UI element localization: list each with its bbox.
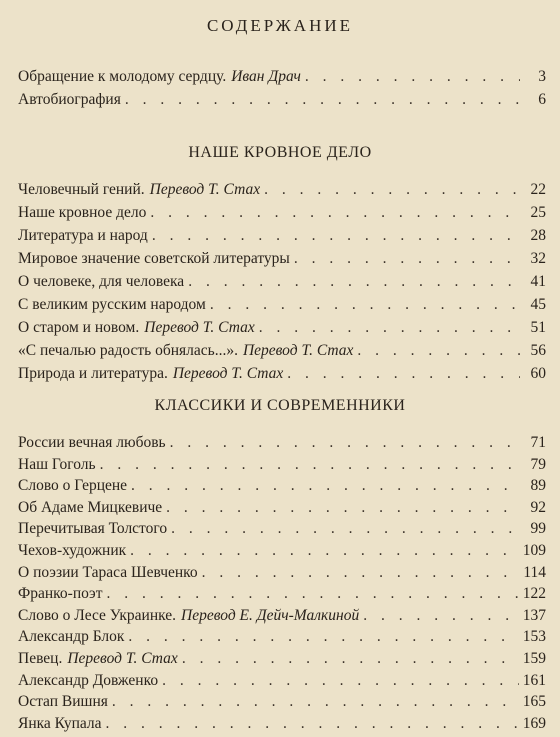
leader-dots <box>162 672 519 690</box>
entry-page-number: 41 <box>530 273 546 290</box>
leader-dots <box>182 650 519 668</box>
toc-entry <box>18 273 546 295</box>
entry-title: Александр Блок <box>18 628 125 646</box>
leader-dots <box>188 273 520 291</box>
toc-entry <box>18 650 546 672</box>
leader-dots <box>130 542 519 560</box>
toc-entry <box>18 181 546 203</box>
toc-entry <box>18 520 546 542</box>
leader-dots <box>152 227 520 245</box>
entry-title: Янка Купала <box>18 714 102 732</box>
entry-title: С великим русским народом <box>18 296 206 313</box>
leader-dots <box>259 319 520 337</box>
entry-title: «С печалью радость обнялась...». <box>18 342 238 359</box>
entry-title: Остап Вишня <box>18 693 108 711</box>
entry-page-number: 22 <box>530 181 546 198</box>
entry-page-number: 79 <box>530 455 546 473</box>
entry-title: России вечная любовь <box>18 434 166 451</box>
entry-translator: Перевод Е. Дейч-Малкиной <box>181 606 360 624</box>
entry-translator: Перевод Т. Стах <box>242 342 354 359</box>
leader-dots <box>125 91 520 109</box>
entry-page-number: 99 <box>530 520 546 538</box>
leader-dots <box>170 434 520 452</box>
entry-title: Александр Довженко <box>18 671 159 689</box>
entry-title: Природа и литература. <box>18 365 168 382</box>
entry-title: Слово о Лесе Украинке. <box>18 606 177 624</box>
toc-entry <box>18 319 546 341</box>
entry-title: Литература и народ <box>18 227 148 244</box>
entry-page-number: 153 <box>522 628 546 646</box>
toc-entry <box>18 91 546 113</box>
toc-entry <box>18 628 546 650</box>
toc-entry <box>18 250 546 272</box>
leader-dots <box>171 520 520 538</box>
toc-entry <box>18 342 546 364</box>
leader-dots <box>106 715 519 733</box>
entry-title: Мировое значение советской литературы <box>18 250 290 267</box>
entry-title: Перечитывая Толстого <box>18 520 168 538</box>
toc-entry <box>18 542 546 564</box>
toc-entry <box>18 672 546 694</box>
toc-entry <box>18 477 546 499</box>
entry-title: О поэзии Тараса Шевченко <box>18 563 198 581</box>
page-title: СОДЕРЖАНИЕ <box>206 16 354 35</box>
entry-page-number: 45 <box>530 296 546 313</box>
entry-page-number: 114 <box>523 563 546 581</box>
toc-entry <box>18 693 546 715</box>
entry-title: Франко-поэт <box>18 585 103 603</box>
entry-translator: Перевод Т. Стах <box>144 319 255 336</box>
leader-dots <box>100 456 520 474</box>
leader-dots <box>363 607 519 625</box>
toc-entry <box>18 585 546 607</box>
entry-title: Наш Гоголь <box>18 455 96 473</box>
leader-dots <box>210 296 520 314</box>
leader-dots <box>166 499 520 517</box>
toc-entry <box>18 227 546 249</box>
entry-page-number: 60 <box>530 365 546 382</box>
entry-translator: Перевод Т. Стах <box>67 650 178 667</box>
entry-page-number: 122 <box>522 585 546 603</box>
toc-entry <box>18 434 546 456</box>
leader-dots <box>107 585 519 603</box>
toc-entry <box>18 204 546 226</box>
leader-dots <box>294 250 520 268</box>
toc-entry <box>18 564 546 586</box>
toc-entry <box>18 499 546 521</box>
entry-page-number: 71 <box>530 434 546 451</box>
entry-page-number: 32 <box>530 250 546 267</box>
entry-page-number: 169 <box>522 714 546 732</box>
entry-page-number: 6 <box>538 91 546 108</box>
entry-page-number: 109 <box>522 542 546 559</box>
leader-dots <box>112 693 519 711</box>
entry-page-number: 51 <box>530 319 546 336</box>
section-title-2: КЛАССИКИ И СОВРЕМЕННИКИ <box>154 397 406 414</box>
entry-title: Наше кровное дело <box>18 204 147 221</box>
section-title-1: НАШЕ КРОВНОЕ ДЕЛО <box>188 144 372 161</box>
entry-title: Чехов-художник <box>18 542 127 559</box>
entry-page-number: 28 <box>530 227 546 244</box>
entry-page-number: 25 <box>530 204 546 221</box>
leader-dots <box>264 181 520 199</box>
leader-dots <box>202 564 520 582</box>
leader-dots <box>287 365 520 383</box>
toc-entry <box>18 365 546 387</box>
leader-dots <box>150 204 520 222</box>
toc-entry <box>18 456 546 478</box>
entry-title: О старом и новом. <box>18 319 140 336</box>
entry-page-number: 56 <box>530 342 546 359</box>
toc-entry <box>18 607 546 629</box>
entry-title: Автобиография <box>18 91 121 108</box>
entry-translator: Перевод Т. Стах <box>172 365 284 382</box>
entry-title: Певец. <box>18 650 63 667</box>
entry-title: Человечный гений. <box>18 181 145 198</box>
entry-page-number: 137 <box>522 606 546 624</box>
entry-page-number: 159 <box>522 650 546 667</box>
entry-title: Об Адаме Мицкевиче <box>18 498 163 516</box>
entry-title: О человеке, для человека <box>18 273 185 290</box>
entry-page-number: 89 <box>530 477 546 495</box>
entry-translator: Перевод Т. Стах <box>149 181 261 198</box>
toc-entry <box>18 68 546 90</box>
leader-dots <box>128 628 518 646</box>
entry-page-number: 3 <box>538 68 546 85</box>
entry-title: Слово о Герцене <box>18 477 128 495</box>
entry-translator: Иван Драч <box>231 68 301 85</box>
entry-page-number: 161 <box>522 671 546 689</box>
toc-entry <box>18 296 546 318</box>
leader-dots <box>305 68 520 86</box>
entry-title: Обращение к молодому сердцу. <box>18 68 227 85</box>
leader-dots <box>357 342 520 360</box>
entry-page-number: 165 <box>522 693 546 711</box>
leader-dots <box>131 477 520 495</box>
entry-page-number: 92 <box>530 498 546 516</box>
